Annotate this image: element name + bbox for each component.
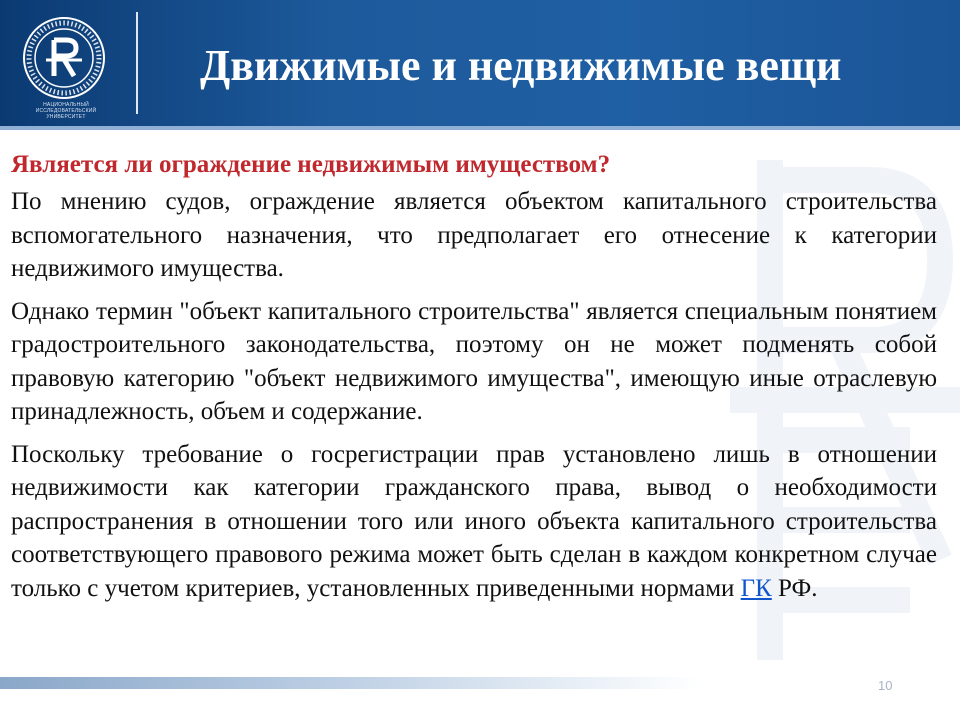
header-rule xyxy=(0,126,960,130)
page-number: 10 xyxy=(878,678,893,693)
university-logo-icon xyxy=(22,16,106,100)
question-heading: Является ли ограждение недвижимым имуществом? xyxy=(11,151,611,178)
paragraph-3-end: РФ. xyxy=(771,574,818,602)
paragraph-2: Однако термин "объект капитального строительства" является специальным понятием градостроительного законодательства, поэтому он не может подменять собой правовую категорию "объект недвижимого имущества", имеющую иные отраслевую принадлежность, объем и содержание. xyxy=(11,297,937,425)
slide-body xyxy=(11,148,937,614)
paragraph-3 xyxy=(11,438,937,606)
paragraph-1: По мнению судов, ограждение является объектом капитального строительства вспомогательного назначения, что предполагает его отнесение к категории недвижимого имущества. xyxy=(11,188,937,282)
slide-title: Движимые и недвижимые вещи xyxy=(200,41,842,90)
gk-link[interactable]: ГК xyxy=(740,574,772,602)
slide-header xyxy=(0,0,960,126)
paragraph-3-text: Поскольку требование о госрегистрации прав установлено лишь в отношении недвижимости как категории гражданского права, вывод о необходимости распространения в отношении того или иного объекта капитального строительства соответствующего правового режима может быть сделан в каждом конкретном случае только с учетом критериев, установленных приведенными нормами xyxy=(11,440,937,602)
header-divider xyxy=(136,12,138,114)
logo-caption: НАЦИОНАЛЬНЫЙ ИССЛЕДОВАТЕЛЬСКИЙ УНИВЕРСИТЕТ xyxy=(35,102,97,120)
footer-bar xyxy=(0,677,700,689)
